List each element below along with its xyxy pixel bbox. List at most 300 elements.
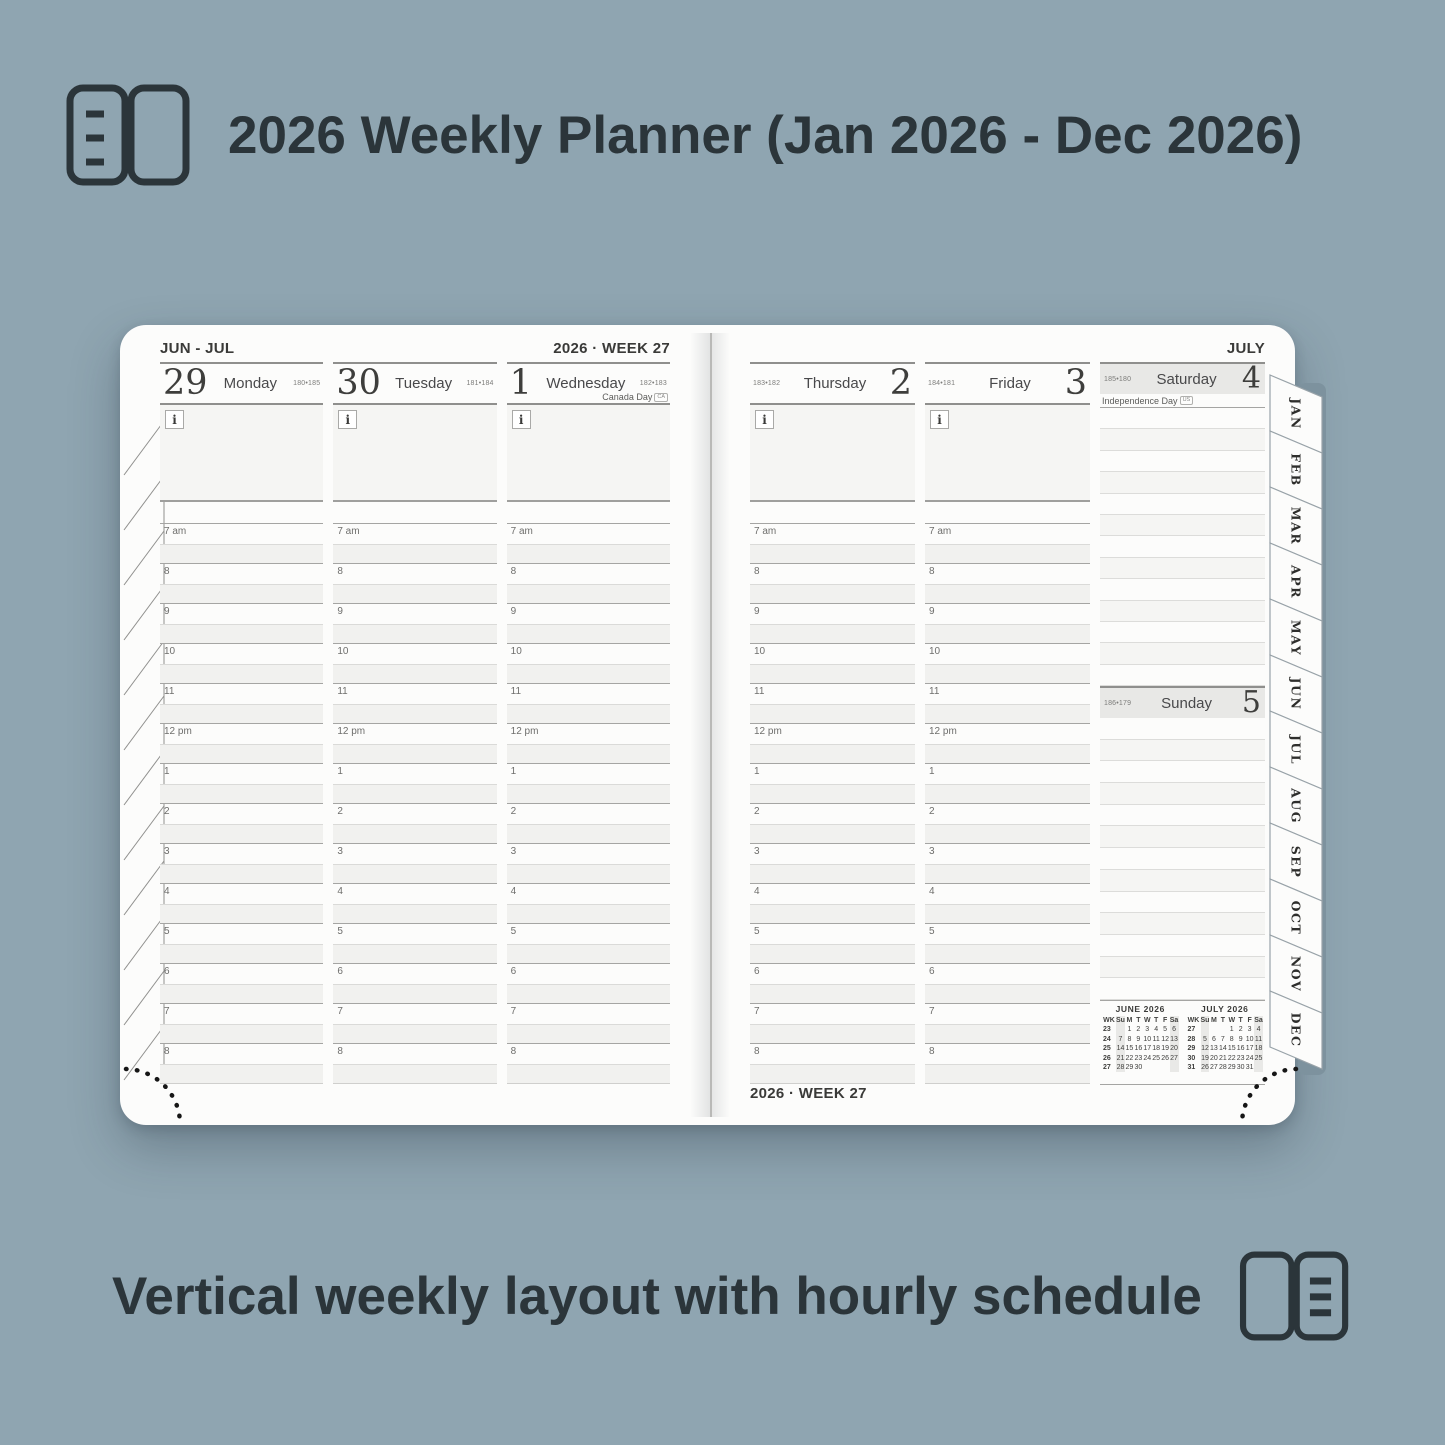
day-number: 1 <box>509 362 532 403</box>
half-hour-row <box>333 824 496 843</box>
half-hour-row <box>333 544 496 563</box>
saturday-header <box>1100 362 1265 394</box>
hour-label: 3 <box>510 846 517 857</box>
ruled-line <box>1100 740 1265 762</box>
tab-edge-line <box>124 971 164 1025</box>
weekend-column <box>1100 362 1265 1085</box>
mini-calendar-cell: 8 <box>1229 1035 1234 1043</box>
half-hour-row <box>333 584 496 603</box>
half-hour-row <box>750 744 915 763</box>
half-hour-row <box>925 784 1090 803</box>
hour-label: 2 <box>929 806 935 817</box>
hour-label: 11 <box>337 686 348 697</box>
tab-edge-line <box>124 476 164 530</box>
mini-calendar-june-2026 <box>1102 1004 1179 1084</box>
mini-calendar-header-cell: WK <box>1187 1017 1200 1024</box>
hour-row <box>333 683 496 704</box>
hour-row <box>925 883 1090 904</box>
half-hour-row <box>160 544 323 563</box>
hour-row <box>925 1043 1090 1064</box>
holiday-label <box>602 392 668 402</box>
hour-label: 4 <box>164 886 170 897</box>
hour-label: 5 <box>929 926 935 937</box>
hour-row <box>507 643 670 664</box>
hour-label: 12 pm <box>510 726 539 737</box>
hour-row <box>925 563 1090 584</box>
hour-row <box>160 803 323 824</box>
day-column-wednesday <box>507 362 670 1085</box>
hour-label: 2 <box>164 806 170 817</box>
mini-calendar-cell: 27 <box>1170 1054 1178 1062</box>
hour-row <box>160 563 323 584</box>
hour-label: 4 <box>929 886 935 897</box>
hour-row <box>160 643 323 664</box>
notes-area <box>507 405 670 502</box>
day-name: Sunday <box>1161 694 1212 712</box>
tab-edge-line <box>124 696 164 750</box>
ruled-line <box>1100 783 1265 805</box>
mini-calendar-cell: 16 <box>1236 1045 1245 1053</box>
ruled-line <box>1100 665 1265 686</box>
month-label: JULY <box>1226 340 1265 357</box>
mini-calendar-cell: 27 <box>1103 1064 1111 1072</box>
tab-edge-line <box>124 806 164 860</box>
saturday-lines <box>1100 408 1265 686</box>
ruled-line <box>1100 558 1265 579</box>
mini-calendar-cell: 28 <box>1116 1064 1125 1072</box>
hour-label: 6 <box>754 966 760 977</box>
half-hour-row <box>160 784 323 803</box>
hour-label: 8 <box>164 1046 170 1057</box>
mini-calendar-cell: 9 <box>1136 1035 1141 1043</box>
notes-area <box>160 405 323 502</box>
ruled-line <box>1100 515 1265 536</box>
mini-calendar-cell: 3 <box>1145 1026 1150 1034</box>
mini-calendar-cell: 27 <box>1187 1026 1196 1034</box>
day-number: 5 <box>1241 684 1261 720</box>
month-tab-label: AUG <box>1288 788 1304 824</box>
mini-calendar-cell: 25 <box>1152 1054 1161 1062</box>
mini-calendar-cell: 7 <box>1220 1035 1225 1043</box>
hour-label: 3 <box>337 846 343 857</box>
mini-calendar-cell: 10 <box>1143 1035 1152 1043</box>
hour-row <box>925 643 1090 664</box>
mini-calendar-cell: 29 <box>1125 1064 1134 1072</box>
half-hour-row <box>925 664 1090 683</box>
mini-calendar-title: JULY 2026 <box>1201 1004 1249 1014</box>
holiday-label <box>1100 394 1265 408</box>
tab-edge-line <box>124 641 164 695</box>
hour-label: 5 <box>510 926 517 937</box>
right-page-header <box>750 340 1265 357</box>
half-hour-row <box>750 584 915 603</box>
mini-calendar-cell: 22 <box>1227 1054 1236 1062</box>
mini-calendar-cell: 26 <box>1103 1054 1111 1062</box>
half-hour-row <box>925 984 1090 1003</box>
day-of-year: 182•183 <box>639 380 667 387</box>
spacer <box>160 502 323 523</box>
spine <box>690 333 730 1117</box>
day-name: Monday <box>223 375 278 392</box>
mini-calendar-cell: 21 <box>1116 1054 1125 1062</box>
mini-calendar-header-cell: Su <box>1200 1017 1210 1024</box>
hour-row <box>160 723 323 744</box>
ruled-line <box>1100 978 1265 1000</box>
day-number: 30 <box>336 362 381 403</box>
ruled-line <box>1100 957 1265 979</box>
ruled-line <box>1100 494 1265 515</box>
hour-row <box>160 1003 323 1024</box>
mini-calendar-header-cell: M <box>1126 1017 1133 1024</box>
hour-label: 12 pm <box>337 726 366 737</box>
hour-label: 1 <box>929 766 935 777</box>
hour-grid <box>925 523 1090 1084</box>
hour-label: 7 am <box>337 526 360 537</box>
half-hour-row <box>333 624 496 643</box>
hour-row <box>333 1043 496 1064</box>
spacer <box>333 502 496 523</box>
half-hour-row <box>925 544 1090 563</box>
half-hour-row <box>750 824 915 843</box>
mini-calendar-cell: 17 <box>1245 1045 1254 1053</box>
mini-calendar-cell: 28 <box>1218 1064 1227 1072</box>
week-label: 2026 · WEEK 27 <box>553 340 670 357</box>
hour-row <box>925 1003 1090 1024</box>
info-icon: i <box>930 410 949 429</box>
hour-label: 6 <box>510 966 517 977</box>
hour-row <box>750 603 915 624</box>
hour-label: 1 <box>510 766 517 777</box>
half-hour-row <box>333 744 496 763</box>
hour-label: 9 <box>510 606 517 617</box>
hour-row <box>750 1003 915 1024</box>
ruled-line <box>1100 718 1265 740</box>
half-hour-row <box>750 984 915 1003</box>
half-hour-row <box>507 784 670 803</box>
mini-calendar-cell: 22 <box>1125 1054 1134 1062</box>
sunday-lines <box>1100 718 1265 1000</box>
mini-calendar-header-cell: WK <box>1103 1017 1115 1024</box>
mini-calendar-cell: 14 <box>1116 1045 1125 1053</box>
hour-row <box>160 843 323 864</box>
mini-calendar-cell: 6 <box>1170 1025 1179 1034</box>
hour-label: 8 <box>510 566 517 577</box>
holiday-badge: US <box>1180 396 1194 405</box>
mini-calendar-cell: 25 <box>1254 1054 1263 1062</box>
day-of-year: 185•180 <box>1104 375 1132 383</box>
hour-row <box>507 883 670 904</box>
half-hour-row <box>160 1064 323 1083</box>
half-hour-row <box>507 704 670 723</box>
day-name: Wednesday <box>546 375 626 392</box>
half-hour-row <box>925 1024 1090 1043</box>
hour-row <box>507 1043 670 1064</box>
day-column-friday <box>925 362 1090 1085</box>
mini-calendar-cell: 7 <box>1116 1035 1125 1044</box>
mini-calendar-cell: 24 <box>1245 1054 1254 1062</box>
day-name: Saturday <box>1156 370 1217 388</box>
mini-calendar-header-cell: Sa <box>1254 1017 1263 1024</box>
open-book-icon <box>62 82 194 188</box>
hour-label: 7 <box>510 1006 517 1017</box>
hour-label: 4 <box>337 886 343 897</box>
half-hour-row <box>507 664 670 683</box>
ruled-line <box>1100 935 1265 957</box>
mini-calendar-cell: 24 <box>1103 1035 1111 1043</box>
mini-calendar-cell: 26 <box>1201 1064 1209 1072</box>
mini-calendar-cell: 9 <box>1238 1035 1243 1043</box>
left-page-days <box>160 362 670 1085</box>
half-hour-row <box>333 904 496 923</box>
mini-calendar-cell: 30 <box>1236 1064 1245 1072</box>
hour-row <box>750 883 915 904</box>
half-hour-row <box>333 864 496 883</box>
mini-calendar-title: JUNE 2026 <box>1115 1004 1165 1014</box>
mini-calendar-cell: 18 <box>1152 1045 1161 1053</box>
mini-calendar-header-cell: Su <box>1116 1017 1125 1024</box>
holiday-badge: CA <box>654 393 668 402</box>
mini-calendar-header-cell: M <box>1210 1017 1217 1024</box>
hour-row <box>507 523 670 544</box>
half-hour-row <box>507 824 670 843</box>
half-hour-row <box>507 984 670 1003</box>
hour-label: 5 <box>337 926 343 937</box>
mini-calendar-cell: 30 <box>1187 1054 1196 1062</box>
ruled-line <box>1100 761 1265 783</box>
info-icon: i <box>338 410 357 429</box>
day-column-thursday <box>750 362 915 1085</box>
half-hour-row <box>507 1024 670 1043</box>
mini-calendar-cell: 8 <box>1127 1035 1132 1043</box>
mini-calendar-cell: 11 <box>1254 1035 1263 1043</box>
hour-row <box>507 803 670 824</box>
mini-calendar-cell: 5 <box>1201 1035 1210 1044</box>
half-hour-row <box>507 744 670 763</box>
tab-edge-line <box>124 751 164 805</box>
mini-calendar-cell <box>1201 1025 1210 1034</box>
hour-label: 1 <box>337 766 343 777</box>
mini-calendar-cell: 19 <box>1161 1045 1169 1053</box>
mini-calendar-cell: 15 <box>1125 1045 1134 1053</box>
sunday-header <box>1100 686 1265 718</box>
hour-row <box>750 523 915 544</box>
tab-edge-line <box>124 586 164 640</box>
half-hour-row <box>507 624 670 643</box>
ruled-line <box>1100 622 1265 643</box>
mini-calendar-header-cell: T <box>1238 1017 1243 1024</box>
mini-calendar-grid <box>1187 1016 1264 1072</box>
day-of-year: 183•182 <box>753 380 781 387</box>
hour-label: 10 <box>510 646 522 657</box>
notes-area <box>333 405 496 502</box>
day-name: Thursday <box>803 375 867 392</box>
ruled-line <box>1100 451 1265 472</box>
half-hour-row <box>333 1024 496 1043</box>
month-tab-label: NOV <box>1288 955 1304 993</box>
mini-calendar-cell: 27 <box>1210 1064 1218 1072</box>
mini-calendar-cell: 31 <box>1187 1064 1196 1072</box>
mini-calendar-cell: 28 <box>1187 1035 1196 1043</box>
hour-row <box>507 963 670 984</box>
half-hour-row <box>333 944 496 963</box>
half-hour-row <box>925 704 1090 723</box>
hour-row <box>925 763 1090 784</box>
info-icon: i <box>512 410 531 429</box>
hour-row <box>160 1043 323 1064</box>
hour-row <box>160 683 323 704</box>
day-of-year: 180•185 <box>293 380 321 387</box>
hour-row <box>160 603 323 624</box>
hour-label: 5 <box>754 926 760 937</box>
month-tab-label: OCT <box>1288 900 1304 936</box>
open-book-icon <box>1236 1243 1352 1349</box>
mini-calendar-header-cell: W <box>1228 1017 1236 1024</box>
half-hour-row <box>507 1064 670 1083</box>
hour-label: 9 <box>337 606 343 617</box>
mini-calendar-header-cell: T <box>1154 1017 1159 1024</box>
ruled-line <box>1100 826 1265 848</box>
hour-row <box>333 723 496 744</box>
mini-calendar-cell: 6 <box>1211 1035 1216 1043</box>
mini-calendar-cell: 16 <box>1134 1045 1143 1053</box>
half-hour-row <box>333 704 496 723</box>
mini-calendar-cell: 17 <box>1143 1045 1152 1053</box>
hour-label: 8 <box>754 1046 760 1057</box>
hour-label: 10 <box>929 646 941 657</box>
hour-label: 8 <box>510 1046 517 1057</box>
hour-label: 2 <box>510 806 517 817</box>
mini-calendar-header-cell: Sa <box>1169 1017 1179 1024</box>
planner-spread <box>120 325 1304 1125</box>
half-hour-row <box>507 544 670 563</box>
half-hour-row <box>333 784 496 803</box>
hour-label: 11 <box>164 686 175 697</box>
hour-label: 2 <box>337 806 343 817</box>
half-hour-row <box>160 824 323 843</box>
hour-label: 8 <box>337 566 343 577</box>
hour-label: 3 <box>754 846 760 857</box>
half-hour-row <box>750 944 915 963</box>
hour-label: 11 <box>510 686 522 697</box>
mini-calendar-cell: 23 <box>1236 1054 1245 1062</box>
day-of-year: 186•179 <box>1104 699 1132 707</box>
footer-week-label: 2026 · WEEK 27 <box>750 1085 867 1102</box>
half-hour-row <box>507 904 670 923</box>
month-tab-label: JAN <box>1288 398 1304 430</box>
hour-row <box>333 643 496 664</box>
half-hour-row <box>160 744 323 763</box>
day-name: Friday <box>989 375 1031 392</box>
mini-calendar-cell: 21 <box>1218 1054 1227 1062</box>
hour-row <box>333 963 496 984</box>
day-column-tuesday <box>333 362 496 1085</box>
half-hour-row <box>507 944 670 963</box>
half-hour-row <box>750 1024 915 1043</box>
hour-row <box>333 803 496 824</box>
hour-label: 1 <box>754 766 760 777</box>
half-hour-row <box>925 584 1090 603</box>
mini-calendar-cell: 1 <box>1127 1026 1132 1034</box>
month-tab-label: MAY <box>1288 619 1304 657</box>
hour-row <box>333 603 496 624</box>
ruled-line <box>1100 892 1265 914</box>
day-of-year: 181•184 <box>466 380 494 387</box>
mini-calendar-cell <box>1209 1025 1218 1034</box>
spacer <box>507 502 670 523</box>
mini-calendar-cell: 18 <box>1254 1045 1263 1053</box>
day-header <box>925 362 1090 405</box>
hour-row <box>925 923 1090 944</box>
half-hour-row <box>925 944 1090 963</box>
spacer <box>925 502 1090 523</box>
mini-calendar-header-cell: T <box>1136 1017 1141 1024</box>
mini-calendar-header-cell: F <box>1162 1017 1168 1024</box>
hour-label: 8 <box>337 1046 343 1057</box>
hour-row <box>925 683 1090 704</box>
mini-calendar-cell: 24 <box>1143 1054 1152 1062</box>
hour-row <box>750 563 915 584</box>
mini-calendar-cell: 10 <box>1245 1035 1254 1043</box>
half-hour-row <box>925 824 1090 843</box>
spacer <box>750 502 915 523</box>
half-hour-row <box>160 864 323 883</box>
mini-calendar-header-cell: F <box>1247 1017 1252 1024</box>
footer <box>112 1243 1352 1349</box>
half-hour-row <box>333 664 496 683</box>
hour-label: 9 <box>164 606 170 617</box>
month-tab-label: APR <box>1288 565 1304 599</box>
hour-row <box>333 1003 496 1024</box>
hour-label: 10 <box>754 646 766 657</box>
day-header <box>750 362 915 405</box>
mini-calendar-cell: 12 <box>1201 1045 1209 1053</box>
hour-row <box>507 603 670 624</box>
ruled-line <box>1100 429 1265 450</box>
mini-calendar-cell: 20 <box>1170 1045 1178 1053</box>
ruled-line <box>1100 643 1265 664</box>
day-header <box>160 362 323 405</box>
hour-row <box>507 563 670 584</box>
hour-label: 6 <box>164 966 170 977</box>
mini-calendar-cell: 12 <box>1161 1035 1169 1043</box>
hour-row <box>333 843 496 864</box>
product-subtitle: Vertical weekly layout with hourly schedule <box>112 1266 1202 1326</box>
hour-label: 5 <box>164 926 170 937</box>
mini-calendar-cell: 25 <box>1103 1045 1111 1053</box>
hour-label: 12 pm <box>164 726 192 737</box>
mini-calendar-cell: 29 <box>1227 1064 1236 1072</box>
hour-label: 12 pm <box>929 726 957 737</box>
hour-row <box>160 763 323 784</box>
hour-label: 10 <box>337 646 349 657</box>
mini-calendar-header-cell: T <box>1220 1017 1225 1024</box>
notes-area <box>925 405 1090 502</box>
mini-calendar-cell <box>1143 1063 1152 1072</box>
mini-calendar-cell: 2 <box>1238 1026 1243 1034</box>
mini-calendar-cell <box>1152 1063 1161 1072</box>
hour-label: 7 <box>754 1006 760 1017</box>
half-hour-row <box>750 904 915 923</box>
half-hour-row <box>750 864 915 883</box>
half-hour-row <box>925 624 1090 643</box>
hour-label: 6 <box>337 966 343 977</box>
hour-row <box>507 723 670 744</box>
hour-row <box>160 523 323 544</box>
hour-row <box>507 843 670 864</box>
half-hour-row <box>925 904 1090 923</box>
hour-label: 7 am <box>510 526 533 537</box>
hour-row <box>750 803 915 824</box>
